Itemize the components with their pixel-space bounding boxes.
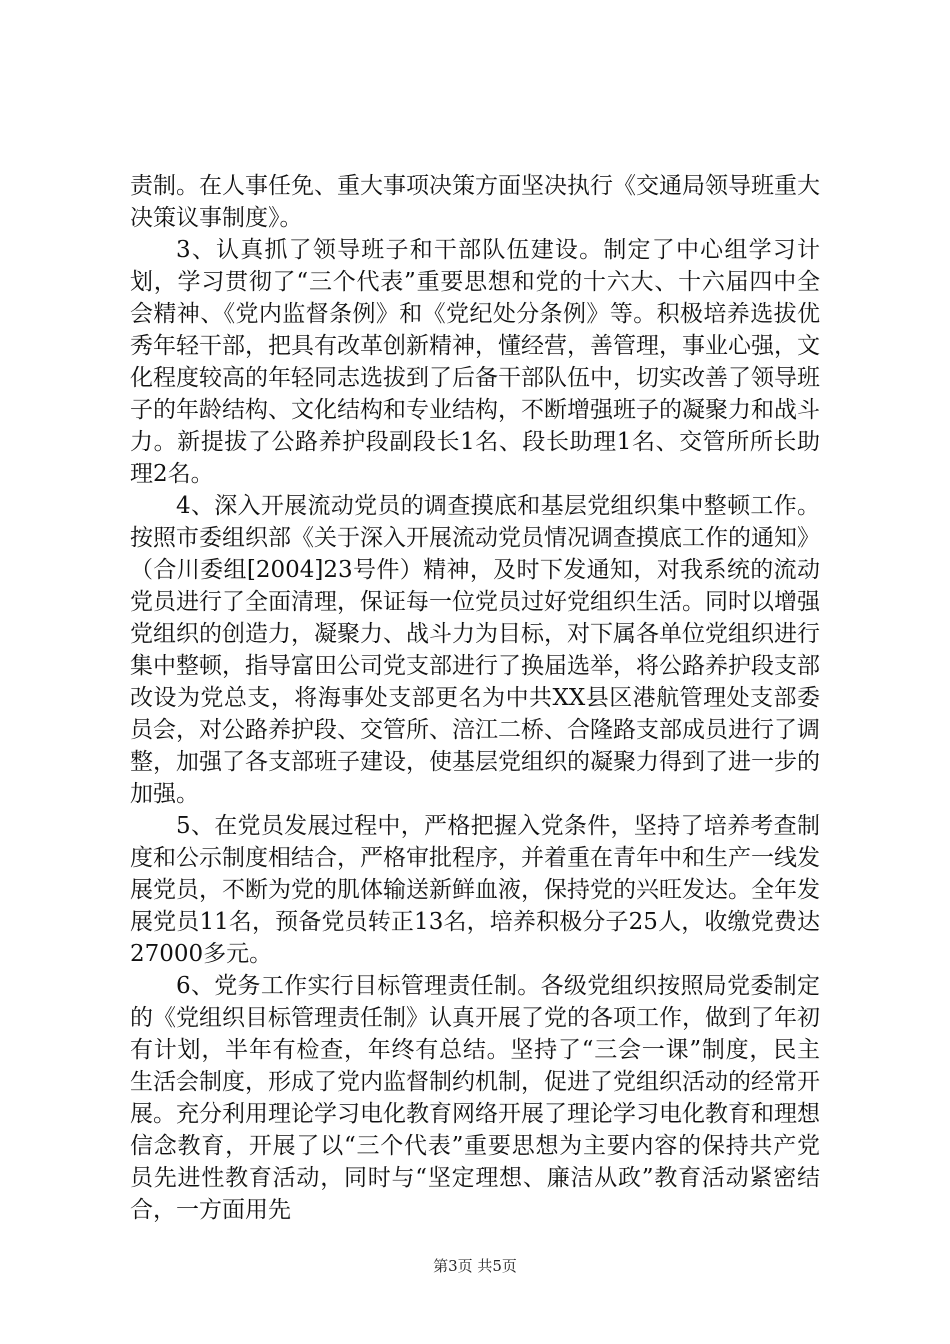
page-number-footer: 第3页 共5页 [433, 1257, 517, 1275]
paragraph-item-3: 3、认真抓了领导班子和干部队伍建设。制定了中心组学习计划，学习贯彻了“三个代表”重要思想和党的十六大、十六届四中全会精神、《党内监督条例》和《党纪处分条例》等。积极培养选拔优秀年轻干部，把具有改革创新精神，懂经营，善管理，事业心强，文化程度较高的年轻同志选拔到了后备干部队伍中，切实改善了领导班子的年龄结构、文化结构和专业结构，不断增强班子的凝聚力和战斗力。新提拔了公路养护段副段长1名、段长助理1名、交管所所长助理2名。 [130, 237, 820, 487]
paragraph-continuation: 责制。在人事任免、重大事项决策方面坚决执行《交通局领导班重大决策议事制度》。 [130, 173, 820, 231]
paragraph-item-5: 5、在党员发展过程中，严格把握入党条件，坚持了培养考查制度和公示制度相结合，严格审批程序，并着重在青年中和生产一线发展党员，不断为党的肌体输送新鲜血液，保持党的兴旺发达。全年发展党员11名，预备党员转正13名，培养积极分子25人，收缴党费达27000多元。 [130, 813, 820, 967]
paragraph-item-4: 4、深入开展流动党员的调查摸底和基层党组织集中整顿工作。按照市委组织部《关于深入开展流动党员情况调查摸底工作的通知》（合川委组[2004]23号件）精神，及时下发通知，对我系统的流动党员进行了全面清理，保证每一位党员过好党组织生活。同时以增强党组织的创造力，凝聚力、战斗力为目标，对下属各单位党组织进行集中整顿，指导富田公司党支部进行了换届选举，将公路养护段支部改设为党总支，将海事处支部更名为中共XX县区港航管理处支部委员会，对公路养护段、交管所、涪江二桥、合隆路支部成员进行了调整，加强了各支部班子建设，使基层党组织的凝聚力得到了进一步的加强。 [130, 493, 820, 807]
document-body [130, 170, 820, 1226]
paragraph-item-6: 6、党务工作实行目标管理责任制。各级党组织按照局党委制定的《党组织目标管理责任制》认真开展了党的各项工作，做到了年初有计划，半年有检查，年终有总结。坚持了“三会一课”制度，民主生活会制度，形成了党内监督制约机制，促进了党组织活动的经常开展。充分利用理论学习电化教育网络开展了理论学习电化教育和理想信念教育，开展了以“三个代表”重要思想为主要内容的保持共产党员先进性教育活动，同时与“坚定理想、廉洁从政”教育活动紧密结合，一方面用先 [130, 973, 820, 1223]
